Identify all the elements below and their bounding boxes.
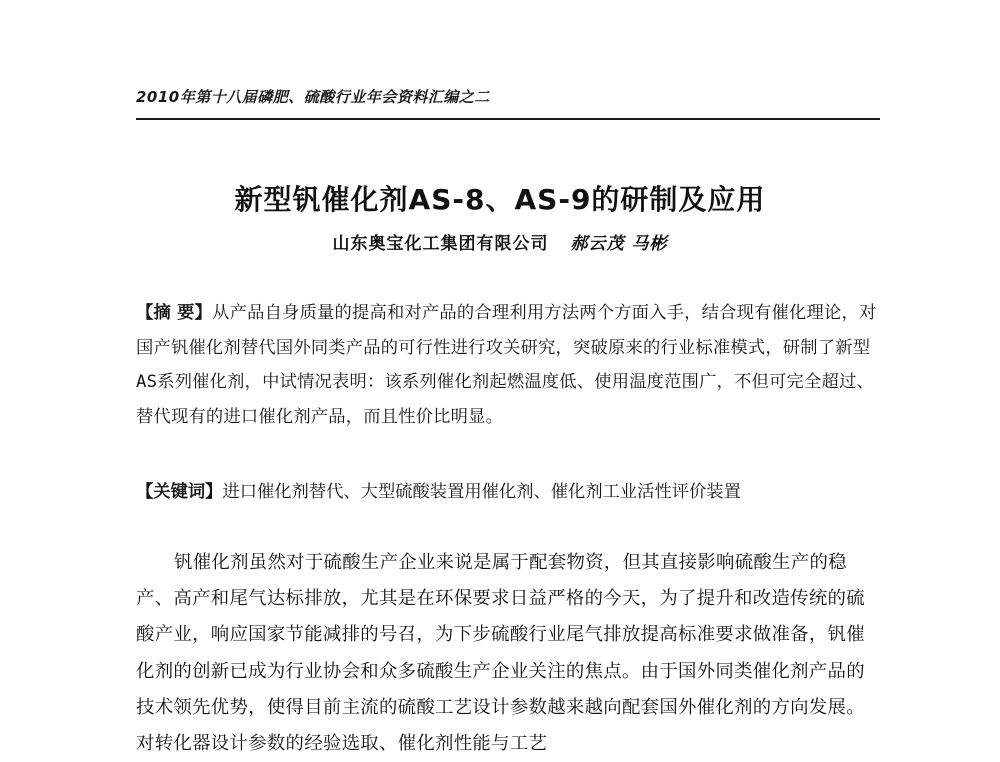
keywords-text: 进口催化剂替代、大型硫酸装置用催化剂、催化剂工业活性评价装置 (222, 482, 741, 502)
running-header: 2010年第十八届磷肥、硫酸行业年会资料汇编之二 (136, 88, 490, 106)
abstract-block (136, 296, 880, 434)
keywords-label: 【关键词】 (136, 482, 223, 502)
abstract-text: 从产品自身质量的提高和对产品的合理利用方法两个方面入手，结合现有催化理论，对国产钒催化剂替代国外同类产品的可行性进行攻关研究，突破原来的行业标准模式，研制了新型AS系列催化剂，中试情况表明：该系列催化剂起燃温度低、使用温度范围广，不但可完全超过、替代现有的进口催化剂产品，而且性价比明显。 (136, 303, 877, 427)
authors: 郝云茂 马彬 (570, 234, 668, 254)
affiliation: 山东奥宝化工集团有限公司 (332, 234, 549, 254)
header-rule (136, 118, 880, 120)
article-title: 新型钒催化剂AS-8、AS-9的研制及应用 (234, 183, 766, 216)
keywords-block (136, 475, 896, 510)
body-paragraph: 钒催化剂虽然对于硫酸生产企业来说是属于配套物资，但其直接影响硫酸生产的稳产、高产和尾气达标排放，尤其是在环保要求日益严格的今天，为了提升和改造传统的硫酸产业，响应国家节能减排的号召，为下步硫酸行业尾气排放提高标准要求做准备，钒催化剂的创新已成为行业协会和众多硫酸生产企业关注的焦点。由于国外同类催化剂产品的技术领先优势，使得目前主流的硫酸工艺设计参数越来越向配套国外催化剂的方向发展。对转化器设计参数的经验选取、催化剂性能与工艺 (136, 552, 865, 755)
abstract-label: 【摘 要】 (136, 303, 213, 323)
byline (0, 229, 1000, 254)
